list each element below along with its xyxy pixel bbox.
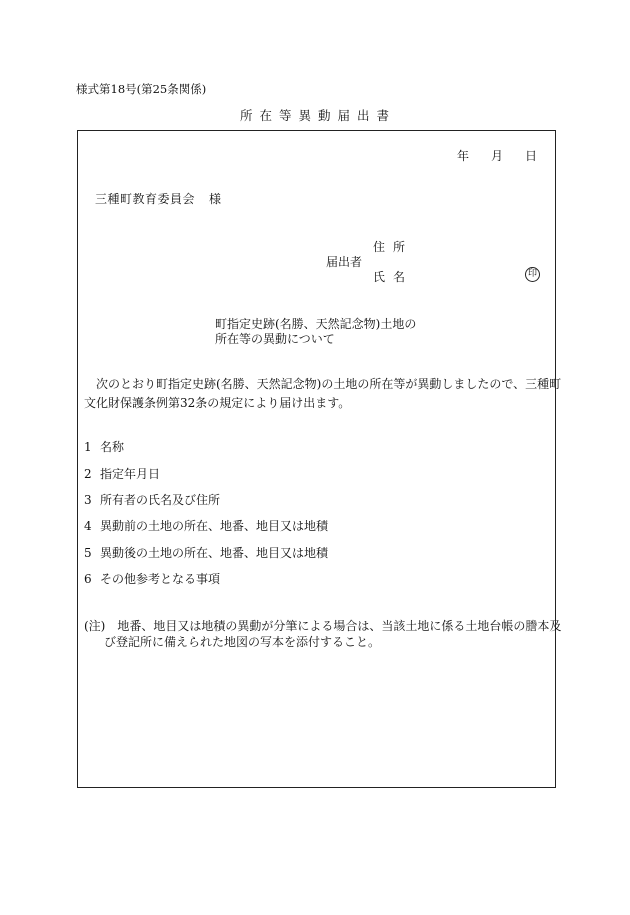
date-year-label: 年: [457, 149, 470, 163]
list-item: 2 指定年月日: [84, 467, 161, 481]
list-item: 1 名称: [84, 440, 125, 454]
note-line-2: び登記所に備えられた地図の写本を添付すること。: [104, 635, 381, 649]
note-line-1: (注) 地番、地目又は地積の異動が分筆による場合は、当該土地に係る土地台帳の謄本及: [84, 619, 562, 633]
list-item: 5 異動後の土地の所在、地番、地目又は地積: [84, 546, 329, 560]
list-item: 3 所有者の氏名及び住所: [84, 493, 221, 507]
addressee: [95, 193, 222, 205]
list-item: 4 異動前の土地の所在、地番、地目又は地積: [84, 519, 329, 533]
body-line-1: 次のとおり町指定史跡(名勝、天然記念物)の土地の所在等が異動しましたので、三種町: [96, 377, 562, 391]
document-title: 所在等異動届出書: [239, 108, 396, 123]
date-month-label: 月: [491, 149, 504, 163]
notifier-label: 届出者: [326, 255, 363, 269]
body-line-2: 文化財保護条例第32条の規定により届け出ます。: [84, 396, 351, 410]
seal-mark: 印: [525, 267, 540, 282]
form-frame: [77, 130, 556, 788]
subject-line-1: 町指定史跡(名勝、天然記念物)土地の: [215, 317, 417, 331]
addressee-name: 三種町教育委員会: [95, 192, 196, 206]
subject-line-2: 所在等の異動について: [215, 332, 335, 346]
form-number: 様式第18号(第25条関係): [76, 82, 207, 96]
list-item: 6 その他参考となる事項: [84, 572, 221, 586]
address-label: 住所: [373, 240, 414, 254]
name-label: 氏名: [373, 270, 414, 284]
date-day-label: 日: [525, 149, 538, 163]
addressee-honorific: 様: [209, 192, 222, 206]
date-line: [457, 150, 537, 162]
